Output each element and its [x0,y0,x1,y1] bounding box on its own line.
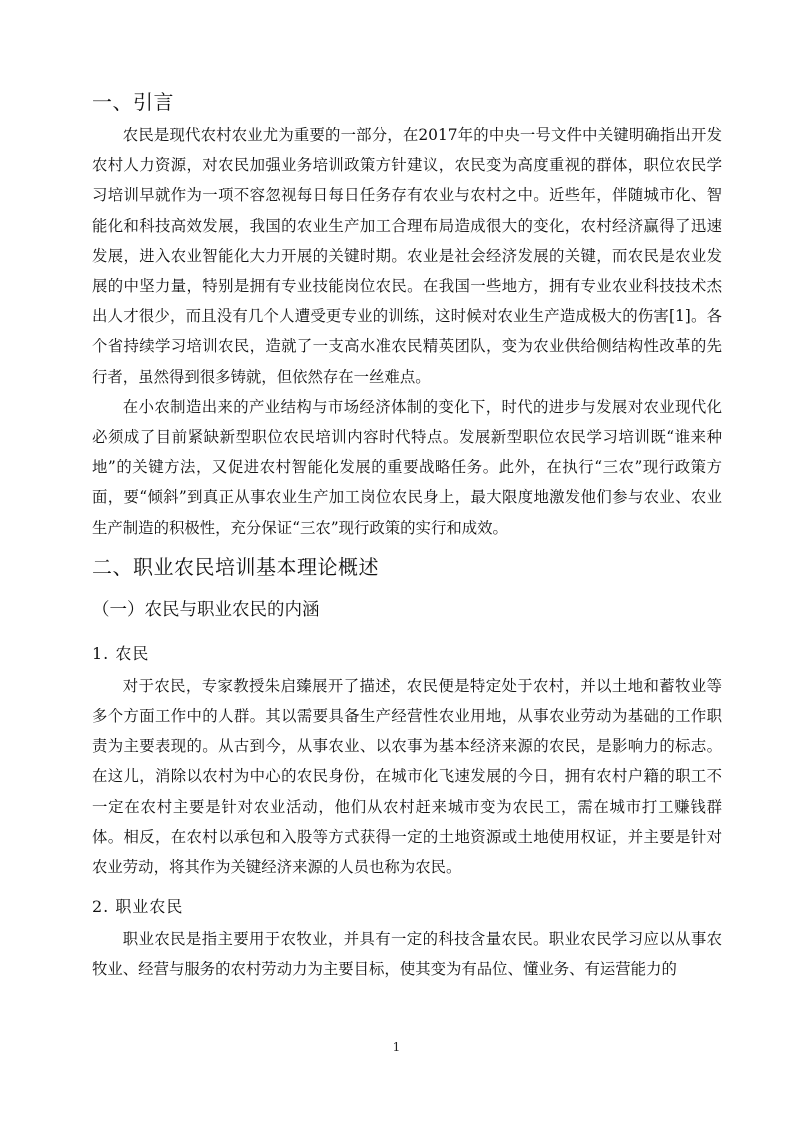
subsection-heading-farmer-meaning: （一）农民与职业农民的内涵 [92,599,320,620]
professional-farmer-paragraph: 职业农民是指主要用于农牧业，并具有一定的科技含量农民。职业农民学习应以从事农牧业、经营与服务的农村劳动力为主要目标，使其变为有品位、懂业务、有运营能力的 [92,930,722,979]
section-heading-theory: 二、职业农民培训基本理论概述 [92,554,379,579]
item-heading-farmer: 1. 农民 [92,643,150,663]
section-heading-intro: 一、引言 [92,90,174,114]
intro-paragraph-1: 农民是现代农村农业尤为重要的一部分，在2017年的中央一号文件中关键明确指出开发农村人力资源，对农民加强业务培训政策方针建议，农民变为高度重视的群体，职位农民学习培训早就作为一项不容忽视每日每日任务存有农业与农村之中。近些年，伴随城市化、智能化和科技高效发展，我国的农业生产加工合理布局造成很大的变化，农村经济赢得了迅速发展，进入农业智能化大力开展的关键时期。农业是社会经济发展的关键，而农民是农业发展的中坚力量，特别是拥有专业技能岗位农民。在我国一些地方，拥有专业农业科技技术杰出人才很少，而且没有几个人遭受更专业的训练，这时候对农业生产造成极大的伤害[1]。各个省持续学习培训农民，造就了一支高水准农民精英团队，变为农业供给侧结构性改革的先行者，虽然得到很多铸就，但依然存在一丝难点。 [92,126,722,386]
page-number: 1 [392,1040,401,1054]
item-heading-professional-farmer: 2. 职业农民 [92,897,184,917]
document-body [92,84,722,985]
farmer-paragraph: 对于农民，专家教授朱启臻展开了描述，农民便是特定处于农村，并以土地和蓄牧业等多个方面工作中的人群。其以需要具备生产经营性农业用地，从事农业劳动为基础的工作职责为主要表现的。从古到今，从事农业、以农事为基本经济来源的农民，是影响力的标志。在这儿，消除以农村为中心的农民身份，在城市化飞速发展的今日，拥有农村户籍的职工不一定在农村主要是针对农业活动，他们从农村赶来城市变为农民工，需在城市打工赚钱群体。相反，在农村以承包和入股等方式获得一定的土地资源或土地使用权证，并主要是针对农业劳动，将其作为关键经济来源的人员也称为农民。 [92,676,722,877]
intro-paragraph-2: 在小农制造出来的产业结构与市场经济体制的变化下，时代的进步与发展对农业现代化必须成了目前紧缺新型职位农民培训内容时代特点。发展新型职位农民学习培训既“谁来种地”的关键方法，又促进农村智能化发展的重要战略任务。此外，在执行“三农”现行政策方面，要“倾斜”到真正从事农业生产加工岗位农民身上，最大限度地激发他们参与农业、农业生产制造的积极性，充分保证“三农”现行政策的实行和成效。 [92,397,722,537]
